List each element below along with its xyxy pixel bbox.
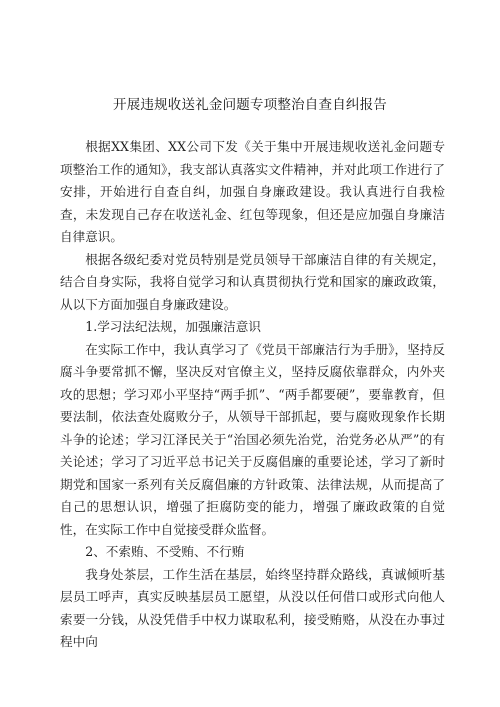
section-heading-1: 1.学习法纪法规，加强廉洁意识 <box>85 319 261 334</box>
paragraph-4: 我身处茶层，工作生活在基层，始终坚持群众路线，真诚倾听基层员工呼声，真实反映基层员工愿望，从没以任何借口或形式向他人索要一分钱，从没凭借手中权力谋取私利，接受贿赂，从没在办事过程中向 <box>60 566 445 649</box>
section-heading-2: 2、不索贿、不受贿、不行贿 <box>85 544 245 559</box>
document-body <box>60 136 445 654</box>
paragraph-3: 在实际工作中，我认真学习了《党员干部廉洁行为手册》，坚持反腐斗争要常抓不懈，坚决反对官僚主义，坚持反腐依靠群众，内外夹攻的思想；学习邓小平坚持“两手抓”、“两手都要硬”，要靠教育，但要法制，依法查处腐败分子，从领导干部抓起，要与腐败现象作长期斗争的论述；学习江泽民关于“治国必须先治党，治党务必从严”的有关论述；学习了习近平总书记关于反腐倡廉的重要论述，学习了新时期党和国家一系列有关反腐倡廉的方针政策、法律法规，从而提高了自己的思想认识，增强了拒腐防变的能力，增强了廉政政策的自觉性，在实际工作中自觉接受群众监督。 <box>60 341 445 537</box>
document-title: 开展违规收送礼金问题专项整治自查自纠报告 <box>113 97 387 113</box>
paragraph-2: 根据各级纪委对党员特别是党员领导干部廉洁自律的有关规定，结合自身实际，我将自觉学习和认真贯彻执行党和国家的廉政政策，从以下方面加强自身廉政建设。 <box>60 251 445 312</box>
paragraph-1: 根据XX集团、XX公司下发《关于集中开展违规收送礼金问题专项整治工作的通知》，我支部认真落实文件精神，并对此项工作进行了安排，开始进行自查自纠，加强自身廉政建设。我认真进行自我检查，未发现自己存在收送礼金、红包等现象，但还是应加强自身廉洁自律意识。 <box>60 139 445 244</box>
